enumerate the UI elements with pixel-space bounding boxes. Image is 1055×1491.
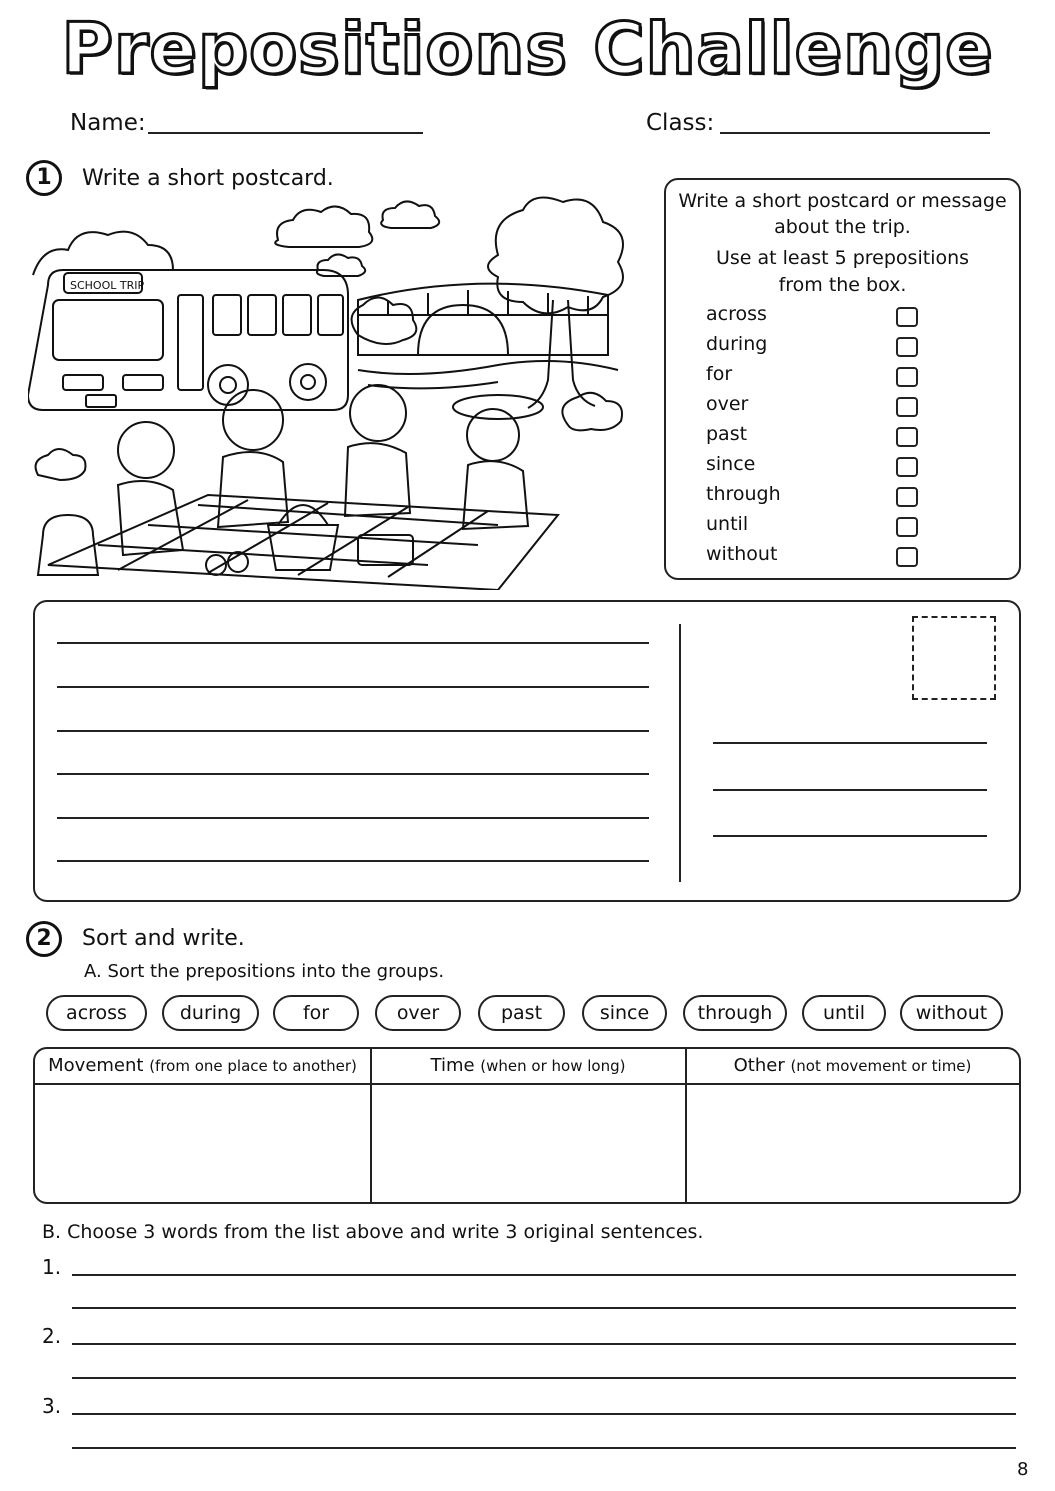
word-checkbox[interactable] (896, 457, 918, 477)
word-row-during (706, 333, 926, 363)
sentence-line[interactable] (72, 1274, 1016, 1276)
address-line[interactable] (713, 742, 987, 744)
word-row-over (706, 393, 926, 423)
column-note: (from one place to another) (149, 1057, 357, 1075)
word-pill-over[interactable]: over (375, 995, 461, 1031)
word-row-since (706, 453, 926, 483)
word-row-until (706, 513, 926, 543)
section-1-title: Write a short postcard. (82, 166, 334, 191)
word-pill-since[interactable]: since (582, 995, 667, 1031)
name-label: Name: (70, 110, 146, 136)
column-note: (when or how long) (480, 1057, 626, 1075)
cloud-icon (381, 201, 439, 228)
word-label: during (706, 333, 768, 355)
word-checkbox[interactable] (896, 367, 918, 387)
picnic-illustration (28, 195, 648, 590)
table-header-divider (35, 1083, 1019, 1085)
word-label: until (706, 513, 749, 535)
word-checkbox[interactable] (896, 487, 918, 507)
section-1-number: 1 (26, 160, 62, 196)
section-2-title: Sort and write. (82, 926, 245, 951)
page-number: 8 (1017, 1459, 1029, 1480)
column-heading: Time (430, 1055, 475, 1076)
word-checkbox[interactable] (896, 337, 918, 357)
column-heading: Movement (48, 1055, 144, 1076)
word-pill-across[interactable]: across (46, 995, 147, 1031)
bus-sign: SCHOOL TRIP (70, 279, 145, 292)
postcard-writing-line[interactable] (57, 686, 649, 688)
stamp-placeholder (912, 616, 996, 700)
sentence-line[interactable] (72, 1447, 1016, 1449)
word-checkbox[interactable] (896, 427, 918, 447)
postcard-writing-line[interactable] (57, 730, 649, 732)
postcard-divider (679, 624, 681, 882)
page-title: Prepositions Challenge (61, 8, 994, 90)
word-pill-for[interactable]: for (273, 995, 359, 1031)
word-row-without (706, 543, 926, 573)
word-label: through (706, 483, 781, 505)
child-figure (118, 422, 183, 555)
word-row-through (706, 483, 926, 513)
sentence-line[interactable] (72, 1343, 1016, 1345)
word-checkbox[interactable] (896, 397, 918, 417)
word-box-instruction-1: Write a short postcard or message (678, 190, 1007, 212)
cloud-icon (275, 206, 372, 247)
section-2-number: 2 (26, 921, 62, 957)
word-label: past (706, 423, 748, 445)
word-label: over (706, 393, 749, 415)
class-field[interactable] (720, 132, 990, 134)
word-checkbox[interactable] (896, 307, 918, 327)
postcard-writing-line[interactable] (57, 860, 649, 862)
sentence-number: 2. (42, 1324, 62, 1348)
picnic-blanket (48, 495, 558, 590)
child-figure (345, 385, 410, 516)
sentence-line[interactable] (72, 1307, 1016, 1309)
sentence-line[interactable] (72, 1377, 1016, 1379)
word-pill-past[interactable]: past (478, 995, 565, 1031)
word-box-instruction-2: about the trip. (774, 216, 911, 238)
column-heading: Other (733, 1055, 785, 1076)
class-label: Class: (646, 110, 715, 136)
column-header-other (686, 1049, 1019, 1083)
word-checkbox[interactable] (896, 517, 918, 537)
word-label: across (706, 303, 767, 325)
part-a-instruction: A. Sort the prepositions into the groups. (84, 961, 445, 982)
word-pill-without[interactable]: without (900, 995, 1003, 1031)
movement-answer-cell[interactable] (37, 1086, 367, 1200)
word-box-instruction-3: Use at least 5 prepositions (715, 247, 970, 269)
column-note: (not movement or time) (790, 1057, 972, 1075)
word-checkbox[interactable] (896, 547, 918, 567)
word-pill-until[interactable]: until (802, 995, 886, 1031)
sentence-line[interactable] (72, 1413, 1016, 1415)
sorting-table (33, 1047, 1021, 1204)
word-row-past (706, 423, 926, 453)
time-answer-cell[interactable] (374, 1086, 682, 1200)
postcard-box (33, 600, 1021, 902)
other-answer-cell[interactable] (689, 1086, 1017, 1200)
preposition-word-box (664, 178, 1021, 580)
word-label: since (706, 453, 756, 475)
column-header-movement (35, 1049, 370, 1083)
sentence-number: 3. (42, 1394, 62, 1418)
word-row-for (706, 363, 926, 393)
postcard-writing-line[interactable] (57, 642, 649, 644)
part-b-instruction: B. Choose 3 words from the list above and write 3 original sentences. (42, 1221, 704, 1243)
sentence-number: 1. (42, 1255, 62, 1279)
word-row-across (706, 303, 926, 333)
postcard-writing-line[interactable] (57, 773, 649, 775)
address-line[interactable] (713, 789, 987, 791)
word-box-instruction-4: from the box. (778, 274, 907, 296)
name-field[interactable] (148, 132, 423, 134)
word-label: without (706, 543, 778, 565)
postcard-writing-line[interactable] (57, 817, 649, 819)
basket-icon (268, 505, 338, 570)
word-label: for (706, 363, 733, 385)
column-header-time (371, 1049, 685, 1083)
cloud-icon (317, 254, 365, 276)
word-pill-through[interactable]: through (683, 995, 787, 1031)
address-line[interactable] (713, 835, 987, 837)
word-pill-during[interactable]: during (162, 995, 259, 1031)
